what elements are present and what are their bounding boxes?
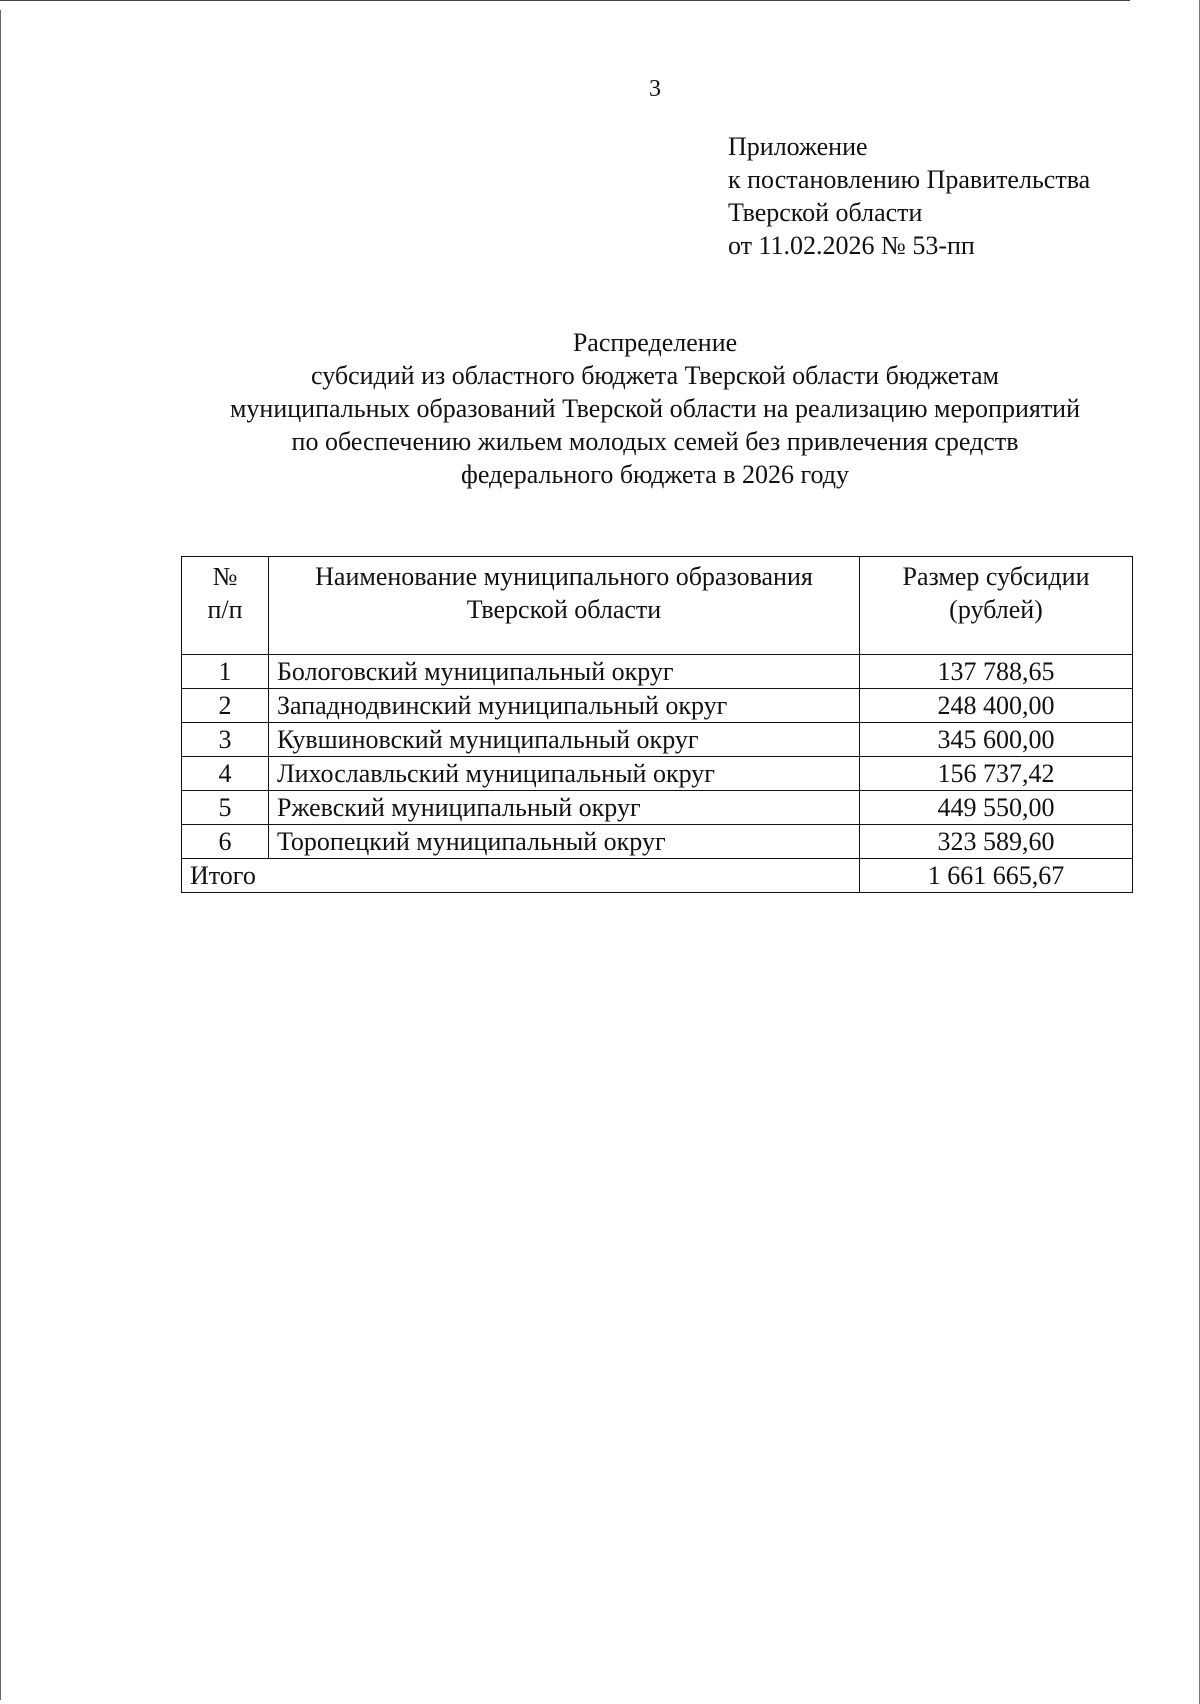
title-line: субсидий из областного бюджета Тверской области бюджетам bbox=[311, 361, 999, 390]
total-row bbox=[182, 859, 1133, 893]
appendix-block bbox=[728, 130, 1090, 262]
row-num: 4 bbox=[182, 757, 269, 791]
table-header-row bbox=[182, 557, 1133, 655]
row-num: 3 bbox=[182, 723, 269, 757]
header-sum bbox=[860, 557, 1133, 655]
row-num: 2 bbox=[182, 689, 269, 723]
table-row bbox=[182, 723, 1133, 757]
appendix-line: Приложение bbox=[728, 132, 868, 161]
table-row bbox=[182, 655, 1133, 689]
row-num: 1 bbox=[182, 655, 269, 689]
document-title bbox=[0, 326, 1200, 491]
row-name: Кувшиновский муниципальный округ bbox=[269, 723, 860, 757]
total-sum: 1 661 665,67 bbox=[860, 859, 1133, 893]
scan-edge-top bbox=[0, 0, 1130, 1]
row-sum: 137 788,65 bbox=[860, 655, 1133, 689]
appendix-line: к постановлению Правительства bbox=[728, 165, 1091, 194]
row-sum: 449 550,00 bbox=[860, 791, 1133, 825]
row-name: Западнодвинский муниципальный округ bbox=[269, 689, 860, 723]
page-number: 3 bbox=[649, 76, 661, 102]
row-sum: 323 589,60 bbox=[860, 825, 1133, 859]
scan-edge-left bbox=[0, 10, 1, 1700]
row-sum: 156 737,42 bbox=[860, 757, 1133, 791]
table-row bbox=[182, 689, 1133, 723]
row-num: 5 bbox=[182, 791, 269, 825]
appendix-line: Тверской области bbox=[728, 198, 923, 227]
row-num: 6 bbox=[182, 825, 269, 859]
row-name: Ржевский муниципальный округ bbox=[269, 791, 860, 825]
total-label: Итого bbox=[182, 859, 860, 893]
header-name-line1: Наименование муниципального образования bbox=[315, 562, 813, 591]
header-name bbox=[269, 557, 860, 655]
row-sum: 345 600,00 bbox=[860, 723, 1133, 757]
header-num-line1: № bbox=[212, 562, 238, 591]
appendix-line: от 11.02.2026 № 53-пп bbox=[728, 231, 975, 260]
header-name-line2: Тверской области bbox=[466, 595, 662, 624]
table-row bbox=[182, 825, 1133, 859]
title-line: федерального бюджета в 2026 году bbox=[460, 460, 850, 489]
header-num bbox=[182, 557, 269, 655]
row-name: Бологовский муниципальный округ bbox=[269, 655, 860, 689]
row-name: Лихославльский муниципальный округ bbox=[269, 757, 860, 791]
header-num-line2: п/п bbox=[207, 595, 243, 624]
table-row bbox=[182, 757, 1133, 791]
subsidy-table bbox=[181, 556, 1133, 893]
title-line: муниципальных образований Тверской области на реализацию мероприятий bbox=[229, 394, 1081, 423]
table-row bbox=[182, 791, 1133, 825]
header-sum-line2: (рублей) bbox=[949, 595, 1043, 624]
row-name: Торопецкий муниципальный округ bbox=[269, 825, 860, 859]
title-line: Распределение bbox=[572, 328, 738, 357]
header-sum-line1: Размер субсидии bbox=[902, 562, 1090, 591]
title-line: по обеспечению жильем молодых семей без привлечения средств bbox=[291, 427, 1019, 456]
row-sum: 248 400,00 bbox=[860, 689, 1133, 723]
